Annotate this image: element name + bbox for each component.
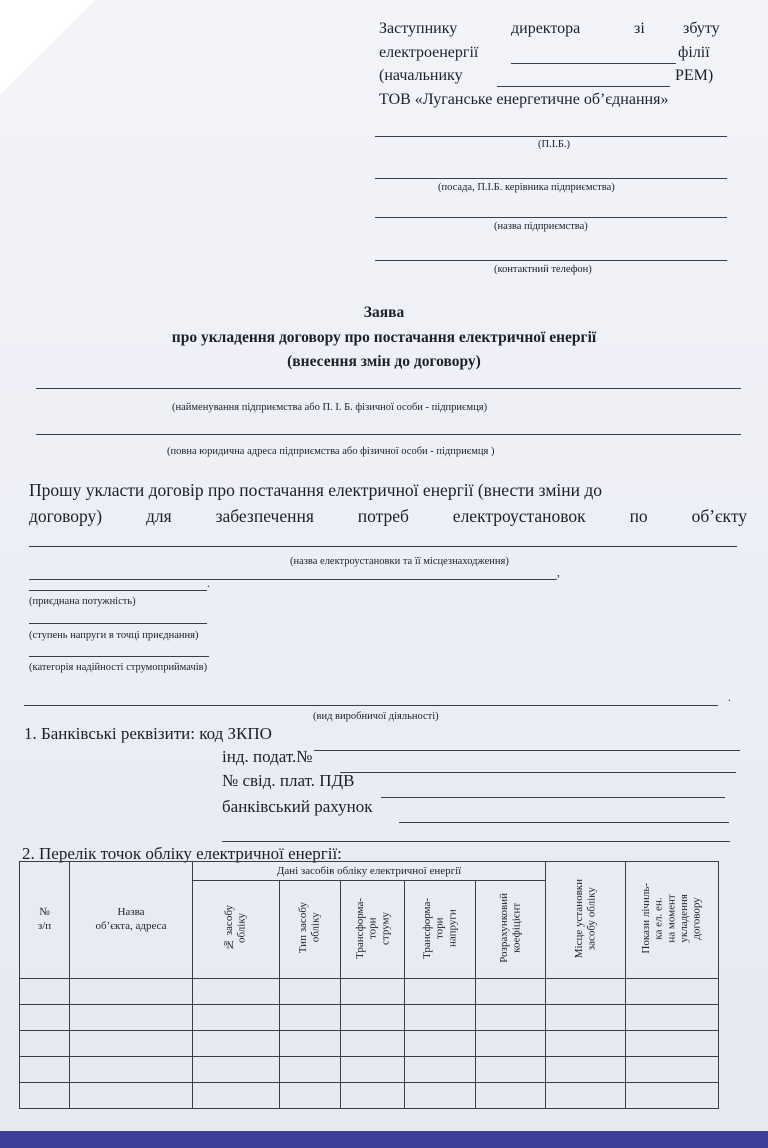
table-cell[interactable]	[626, 1031, 719, 1057]
table-cell[interactable]	[546, 1057, 626, 1083]
header-line1-zi: зі	[634, 20, 645, 37]
company-line	[375, 217, 727, 218]
table-cell[interactable]	[405, 979, 476, 1005]
header-line2-right: філії	[678, 44, 710, 61]
table-cell[interactable]	[20, 1005, 70, 1031]
col-number-header	[20, 862, 70, 979]
col-name-label: Назва об’єкта, адреса	[95, 906, 167, 932]
caption-position: (посада, П.І.Б. керівника підприємства)	[438, 182, 615, 193]
col-coefficient-header	[476, 881, 546, 979]
table-cell[interactable]	[70, 1083, 193, 1109]
installation-comma: ,	[557, 567, 560, 579]
table-cell[interactable]	[476, 979, 546, 1005]
title-line2: про укладення договору про постачання електричної енергії	[171, 329, 597, 346]
activity-line	[24, 705, 718, 706]
col-voltage-tr-label: Трансформа- тори напруги	[421, 897, 459, 959]
col-meter-type-label: Тип засобу обліку	[297, 902, 322, 954]
caption-reliability: (категорія надійності струмоприймачів)	[29, 662, 208, 673]
table-row	[20, 979, 719, 1005]
applicant-name-line	[36, 388, 741, 389]
col-current-tr-header	[341, 881, 405, 979]
caption-company: (назва підприємства)	[494, 221, 588, 232]
voltage-line	[29, 623, 207, 624]
table-cell[interactable]	[626, 1005, 719, 1031]
power-line	[29, 590, 207, 591]
col-readings-label: Покази лічиль- ка ел. ен. на момент укладення договору	[640, 883, 704, 954]
title-line3: (внесення змін до договору)	[287, 353, 481, 370]
table-row	[20, 1083, 719, 1109]
account-label: банківський рахунок	[222, 797, 373, 816]
title-line1: Заява	[363, 304, 405, 321]
table-cell[interactable]	[546, 1005, 626, 1031]
caption-applicant-address: (повна юридична адреса підприємства або фізичної особи - підприємця )	[167, 446, 495, 457]
table-cell[interactable]	[626, 1083, 719, 1109]
table-row	[20, 1057, 719, 1083]
table-cell[interactable]	[341, 1031, 405, 1057]
table-cell[interactable]	[193, 979, 280, 1005]
table-cell[interactable]	[20, 1083, 70, 1109]
col-meter-type-header	[280, 881, 341, 979]
meter-data-group-label: Дані засобів обліку електричної енергії	[276, 865, 462, 877]
installation-line	[29, 546, 737, 547]
table-cell[interactable]	[626, 1057, 719, 1083]
col-readings-header	[626, 862, 719, 979]
table-cell[interactable]	[280, 1057, 341, 1083]
col-number-label: № з/п	[37, 906, 52, 932]
col-meter-no-label: № засобу обліку	[223, 905, 248, 951]
folded-corner	[0, 0, 95, 95]
reliability-line	[29, 656, 209, 657]
activity-period: .	[728, 692, 731, 704]
zkpo-line	[314, 750, 740, 751]
table-cell[interactable]	[546, 979, 626, 1005]
table-cell[interactable]	[70, 1057, 193, 1083]
vat-cert-label: № свід. плат. ПДВ	[222, 771, 355, 790]
table-cell[interactable]	[70, 1005, 193, 1031]
phone-line	[375, 260, 727, 261]
position-line	[375, 178, 727, 179]
table-cell[interactable]	[405, 1083, 476, 1109]
table-cell[interactable]	[341, 979, 405, 1005]
points-heading: 2. Перелік точок обліку електричної енергії:	[22, 844, 342, 863]
tax-number-label: інд. подат.№	[222, 747, 313, 766]
caption-activity: (вид виробничої діяльності)	[313, 711, 439, 722]
header-line2-left: електроенергії	[379, 44, 479, 61]
table-cell[interactable]	[20, 1031, 70, 1057]
col-current-tr-label: Трансформа- тори струму	[353, 897, 391, 959]
table-cell[interactable]	[70, 1031, 193, 1057]
desk-background-strip	[0, 1131, 768, 1148]
metering-points-table	[19, 861, 719, 1109]
table-cell[interactable]	[193, 1057, 280, 1083]
installation-line-2	[29, 579, 557, 580]
table-cell[interactable]	[20, 979, 70, 1005]
table-cell[interactable]	[546, 1083, 626, 1109]
header-line1-right: збуту	[683, 20, 720, 37]
caption-voltage: (ступень напруги в точці приєднання)	[29, 630, 199, 641]
power-comma: .	[207, 578, 210, 590]
table-cell[interactable]	[280, 1005, 341, 1031]
table-cell[interactable]	[546, 1031, 626, 1057]
request-line2	[29, 506, 747, 527]
table-cell[interactable]	[405, 1031, 476, 1057]
account-line	[399, 822, 729, 823]
table-cell[interactable]	[280, 979, 341, 1005]
table-cell[interactable]	[405, 1005, 476, 1031]
table-cell[interactable]	[405, 1057, 476, 1083]
table-cell[interactable]	[193, 1083, 280, 1109]
table-cell[interactable]	[20, 1057, 70, 1083]
col-location-label: Місце установки засобу обліку	[572, 878, 598, 959]
request-word: договору)	[29, 506, 103, 526]
tax-number-line	[340, 772, 736, 773]
col-voltage-tr-header	[405, 881, 476, 979]
bank-heading: 1. Банківські реквізити: код ЗКПО	[24, 724, 272, 743]
request-word: забезпечення	[215, 506, 314, 526]
table-row	[20, 1031, 719, 1057]
table-cell[interactable]	[626, 979, 719, 1005]
caption-pib: (П.І.Б.)	[538, 139, 570, 150]
table-cell[interactable]	[280, 1031, 341, 1057]
table-header-row	[20, 862, 719, 881]
request-word: по	[629, 506, 648, 526]
table-cell[interactable]	[476, 1057, 546, 1083]
header-line1-mid: директора	[511, 20, 581, 37]
caption-applicant-name: (найменування підприємства або П. І. Б. фізичної особи - підприємця)	[172, 402, 488, 413]
request-word: для	[146, 506, 172, 526]
branch-name-line	[511, 63, 676, 64]
res-name-line	[497, 86, 670, 87]
col-coefficient-label: Розрахунковий коефіцієнт	[497, 893, 523, 963]
caption-power: (приєднана потужність)	[29, 596, 136, 607]
caption-phone: (контактний телефон)	[494, 264, 592, 275]
request-line1: Прошу укласти договір про постачання електричної енергії (внести зміни до	[29, 480, 603, 500]
applicant-address-line	[36, 434, 741, 435]
request-word: об’єкту	[691, 506, 747, 526]
request-word: електроустановок	[452, 506, 586, 526]
account-line-2	[222, 841, 730, 842]
table-cell[interactable]	[341, 1005, 405, 1031]
table-cell[interactable]	[193, 1031, 280, 1057]
table-cell[interactable]	[341, 1083, 405, 1109]
meter-data-group-header	[193, 862, 546, 881]
pib-line	[375, 136, 727, 137]
col-location-header	[546, 862, 626, 979]
col-meter-no-header	[193, 881, 280, 979]
table-cell[interactable]	[70, 979, 193, 1005]
table-cell[interactable]	[193, 1005, 280, 1031]
header-line3-left: (начальнику	[379, 67, 463, 84]
header-line1-left: Заступнику	[379, 20, 458, 37]
header-company: ТОВ «Луганське енергетичне об’єднання»	[379, 91, 669, 108]
header-line3-right: РЕМ)	[675, 67, 714, 84]
table-cell[interactable]	[280, 1083, 341, 1109]
caption-installation: (назва електроустановки та її місцезнаходження)	[290, 556, 509, 567]
table-cell[interactable]	[476, 1031, 546, 1057]
request-word: потреб	[357, 506, 409, 526]
col-name-header	[70, 862, 193, 979]
vat-cert-line	[381, 797, 725, 798]
table-row	[20, 1005, 719, 1031]
table-cell[interactable]	[341, 1057, 405, 1083]
table-cell[interactable]	[476, 1083, 546, 1109]
table-cell[interactable]	[476, 1005, 546, 1031]
